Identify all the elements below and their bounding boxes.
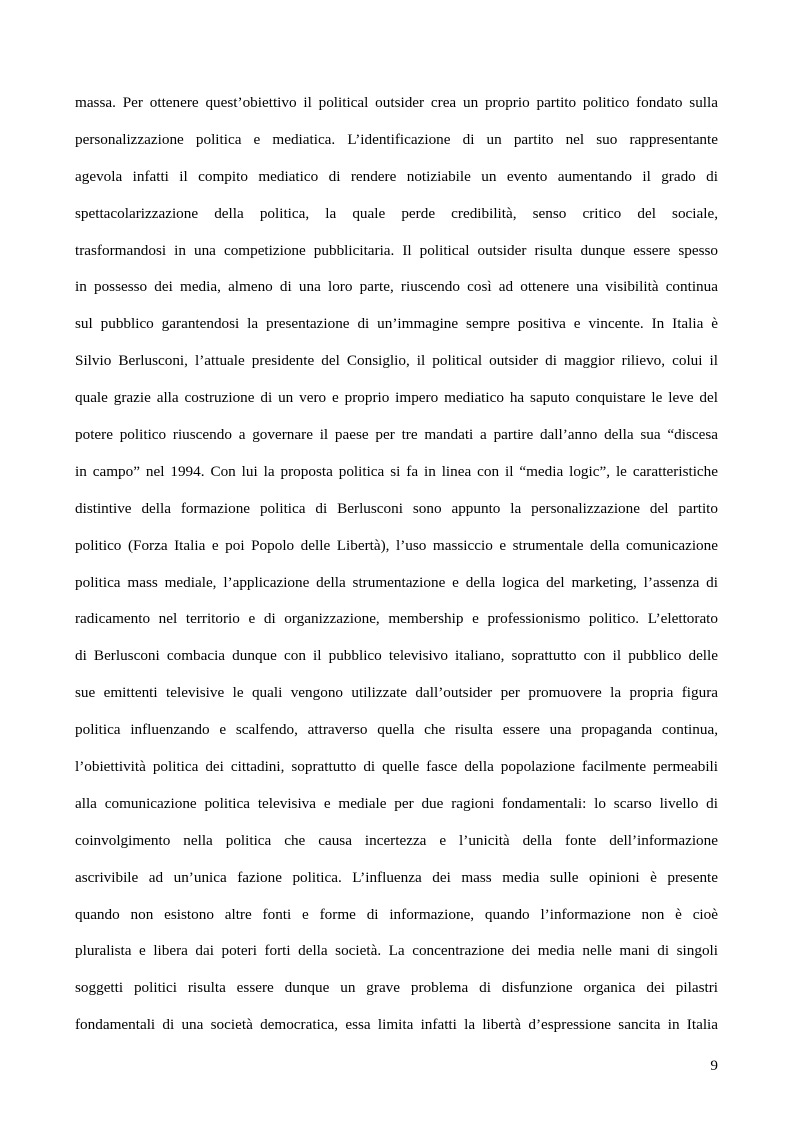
text-line: ascrivibile ad un’unica fazione politica. L’influenza dei mass media sulle opinioni è presente — [75, 868, 718, 886]
text-line: soggetti politici risulta essere dunque un grave problema di disfunzione organica dei pilastri — [75, 979, 718, 997]
text-line: massa. Per ottenere quest’obiettivo il political outsider crea un proprio partito politico fondato sulla — [75, 94, 718, 111]
text-line: politica mass mediale, l’applicazione della strumentazione e della logica del marketing, l’assenza di — [75, 573, 718, 591]
text-line: personalizzazione politica e mediatica. L’identificazione di un partito nel suo rappresentante — [75, 130, 718, 148]
text-line: quale grazie alla costruzione di un vero e proprio impero mediatico ha saputo conquistare le leve del — [75, 389, 718, 407]
text-line: distintive della formazione politica di Berlusconi sono appunto la personalizzazione del partito — [75, 499, 718, 517]
body-text — [75, 90, 718, 1049]
text-line: in campo” nel 1994. Con lui la proposta politica si fa in linea con il “media logic”, le caratteristiche — [75, 462, 718, 480]
text-line: agevola infatti il compito mediatico di rendere notiziabile un evento aumentando il grado di — [75, 167, 718, 185]
text-line: in possesso dei media, almeno di una loro parte, riuscendo così ad ottenere una visibilità continua — [75, 278, 718, 296]
text-line: fondamentali di una società democratica, essa limita infatti la libertà d’espressione sancita in Italia — [75, 1016, 718, 1034]
text-line: Silvio Berlusconi, l’attuale presidente del Consiglio, il political outsider di maggior rilievo, colui il — [75, 352, 718, 370]
page-number: 9 — [710, 1057, 718, 1074]
text-line: sul pubblico garantendosi la presentazione di un’immagine sempre positiva e vincente. In Italia è — [75, 315, 718, 333]
text-line: potere politico riuscendo a governare il paese per tre mandati a partire dall’anno della sua “discesa — [75, 426, 718, 444]
text-line: pluralista e libera dai poteri forti della società. La concentrazione dei media nelle mani di singoli — [75, 942, 718, 960]
text-line: politico (Forza Italia e poi Popolo delle Libertà), l’uso massiccio e strumentale della comunicazione — [75, 536, 718, 554]
text-line: quando non esistono altre fonti e forme di informazione, quando l’informazione non è cioè — [75, 905, 718, 923]
text-line: l’obiettività politica dei cittadini, soprattutto di quelle fasce della popolazione facilmente permeabili — [75, 758, 718, 776]
text-line: coinvolgimento nella politica che causa incertezza e l’unicità della fonte dell’informazione — [75, 831, 718, 849]
text-line: spettacolarizzazione della politica, la quale perde credibilità, senso critico del sociale, — [75, 204, 718, 222]
text-line: trasformandosi in una competizione pubblicitaria. Il political outsider risulta dunque essere spesso — [75, 241, 718, 259]
text-line: di Berlusconi combacia dunque con il pubblico televisivo italiano, soprattutto con il pubblico delle — [75, 647, 718, 665]
text-line: radicamento nel territorio e di organizzazione, membership e professionismo politico. L’elettorato — [75, 610, 718, 628]
text-line: sue emittenti televisive le quali vengono utilizzate dall’outsider per promuovere la propria figura — [75, 684, 718, 702]
text-line: alla comunicazione politica televisiva e mediale per due ragioni fondamentali: lo scarso livello di — [75, 794, 718, 812]
text-line: politica influenzando e scalfendo, attraverso quella che risulta essere una propaganda continua, — [75, 721, 718, 739]
